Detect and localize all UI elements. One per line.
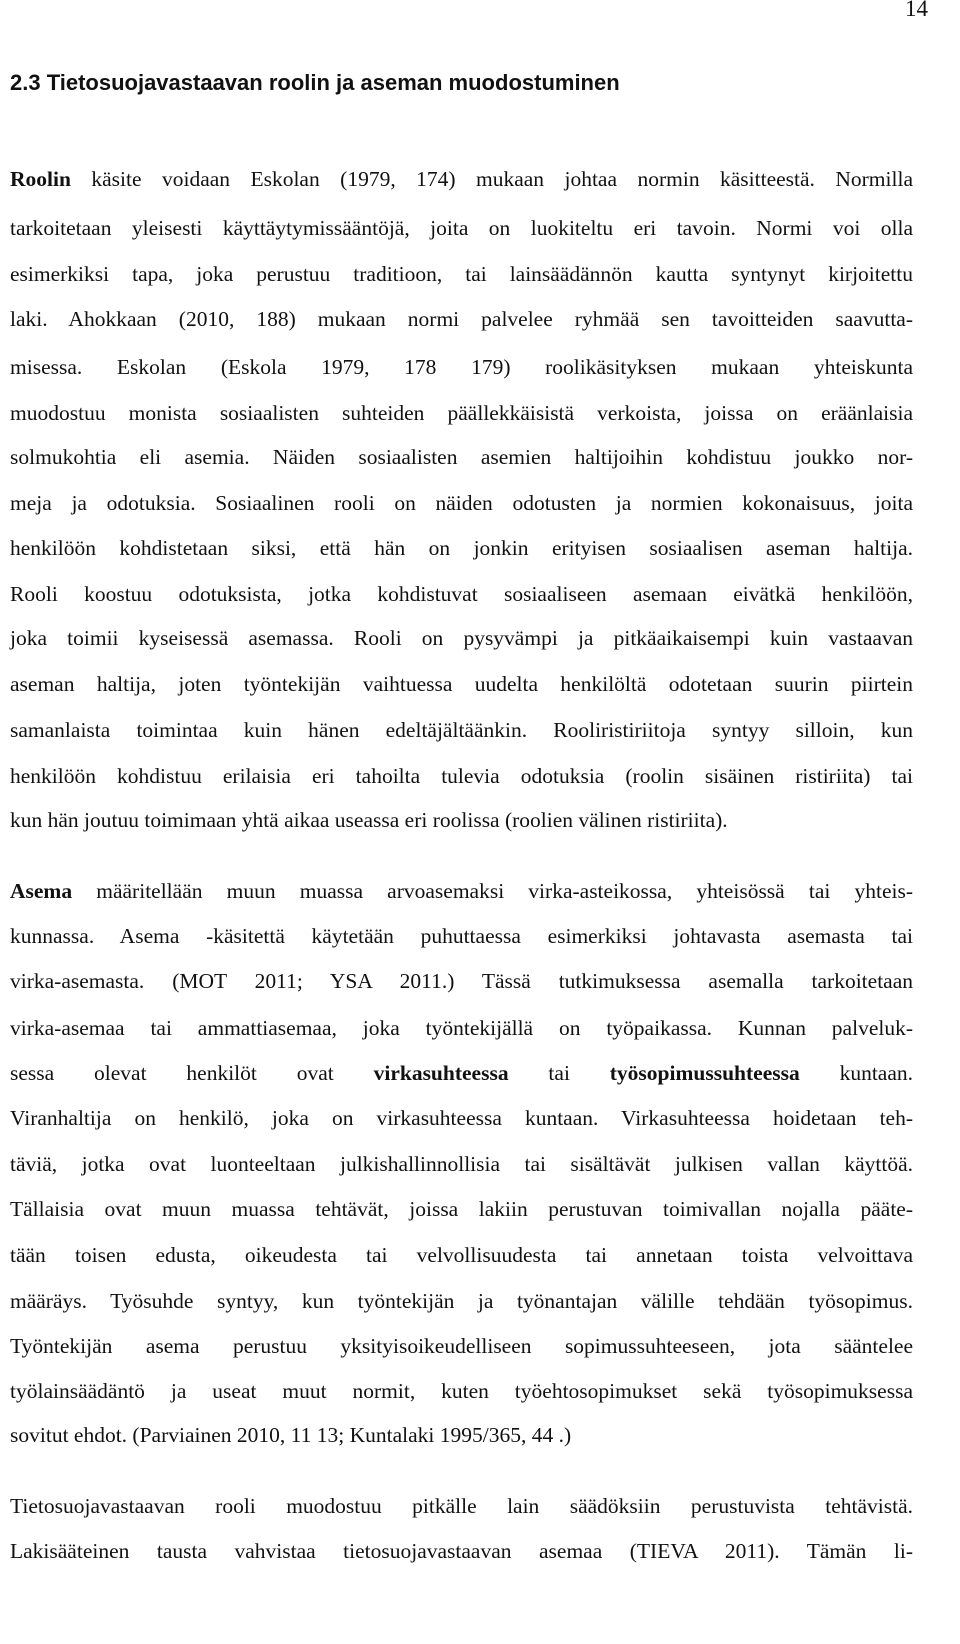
body-line: virka-asemasta. (MOT 2011; YSA 2011.) Tässä tutkimuksessa asemalla tarkoitetaan [10,969,913,993]
body-line: muodostuu monista sosiaalisten suhteiden päällekkäisistä verkoista, joissa on eräänlaisia [10,401,913,425]
body-line: Rooli koostuu odotuksista, jotka kohdistuvat sosiaaliseen asemaan eivätkä henkilöön, [10,582,913,606]
body-line: virka-asemaa tai ammattiasemaa, joka työntekijällä on työpaikassa. Kunnan palveluk- [10,1016,913,1040]
body-line: meja ja odotuksia. Sosiaalinen rooli on näiden odotusten ja normien kokonaisuus, joita [10,491,913,515]
body-line: joka toimii kyseisessä asemassa. Rooli on pysyvämpi ja pitkäaikaisempi kuin vastaavan [10,626,913,650]
body-line: Roolin käsite voidaan Eskolan (1979, 174) mukaan johtaa normin käsitteestä. Normilla [10,167,913,191]
term-roolin: Roolin [10,167,71,191]
body-line: määräys. Työsuhde syntyy, kun työntekijän ja työnantajan välille tehdään työsopimus. [10,1289,913,1313]
body-line: laki. Ahokkaan (2010, 188) mukaan normi palvelee ryhmää sen tavoitteiden saavutta- [10,307,913,331]
term-virkasuhteessa: virkasuhteessa [373,1061,509,1085]
body-line: Työntekijän asema perustuu yksityisoikeudelliseen sopimussuhteeseen, jota sääntelee [10,1334,913,1358]
body-line: henkilöön kohdistuu erilaisia eri tahoilta tulevia odotuksia (roolin sisäinen ristiriita) tai [10,764,913,788]
body-line: täviä, jotka ovat luonteeltaan julkishallinnollisia tai sisältävät julkisen vallan käyttöä. [10,1152,913,1176]
body-line: työlainsäädäntö ja useat muut normit, kuten työehtosopimukset sekä työsopimuksessa [10,1379,913,1403]
body-line: tään toisen edusta, oikeudesta tai velvollisuudesta tai annetaan toista velvoittava [10,1243,913,1267]
body-line: samanlaista toimintaa kuin hänen edeltäjältäänkin. Rooliristiriitoja syntyy silloin, kun [10,718,913,742]
term-asema: Asema [10,879,73,903]
body-line: Viranhaltija on henkilö, joka on virkasuhteessa kuntaan. Virkasuhteessa hoidetaan teh- [10,1106,913,1130]
body-line: tarkoitetaan yleisesti käyttäytymissääntöjä, joita on luokiteltu eri tavoin. Normi voi olla [10,216,913,240]
body-line: sessa olevat henkilöt ovat virkasuhteessa tai työsopimussuhteessa kuntaan. [10,1061,913,1085]
body-line: Tällaisia ovat muun muassa tehtävät, joissa lakiin perustuvan toimivallan nojalla pääte- [10,1197,913,1221]
section-heading: 2.3 Tietosuojavastaavan roolin ja aseman muodostuminen [10,70,620,95]
body-line: henkilöön kohdistetaan siksi, että hän on jonkin erityisen sosiaalisen aseman haltija. [10,536,913,560]
body-line: Tietosuojavastaavan rooli muodostuu pitkälle lain säädöksiin perustuvista tehtävistä. [10,1494,913,1518]
body-line-last: sovitut ehdot. (Parviainen 2010, 11 13; Kuntalaki 1995/365, 44 .) [10,1423,572,1447]
body-line: solmukohtia eli asemia. Näiden sosiaalisten asemien haltijoihin kohdistuu joukko nor- [10,445,913,469]
body-line: kunnassa. Asema -käsitettä käytetään puhuttaessa esimerkiksi johtavasta asemasta tai [10,924,913,948]
body-line: esimerkiksi tapa, joka perustuu traditioon, tai lainsäädännön kautta syntynyt kirjoitettu [10,262,913,286]
body-line-last: kun hän joutuu toimimaan yhtä aikaa useassa eri roolissa (roolien välinen ristiriita). [10,808,728,832]
body-line: aseman haltija, joten työntekijän vaihtuessa uudelta henkilöltä odotetaan suurin piirtein [10,672,913,696]
body-line: Asema määritellään muun muassa arvoasemaksi virka-asteikossa, yhteisössä tai yhteis- [10,879,913,903]
body-line: Lakisääteinen tausta vahvistaa tietosuojavastaavan asemaa (TIEVA 2011). Tämän li- [10,1539,913,1563]
body-line: misessa. Eskolan (Eskola 1979, 178 179) roolikäsityksen mukaan yhteiskunta [10,355,913,379]
page-number: 14 [905,0,928,21]
term-tyosopimussuhteessa: työsopimussuhteessa [609,1061,800,1085]
